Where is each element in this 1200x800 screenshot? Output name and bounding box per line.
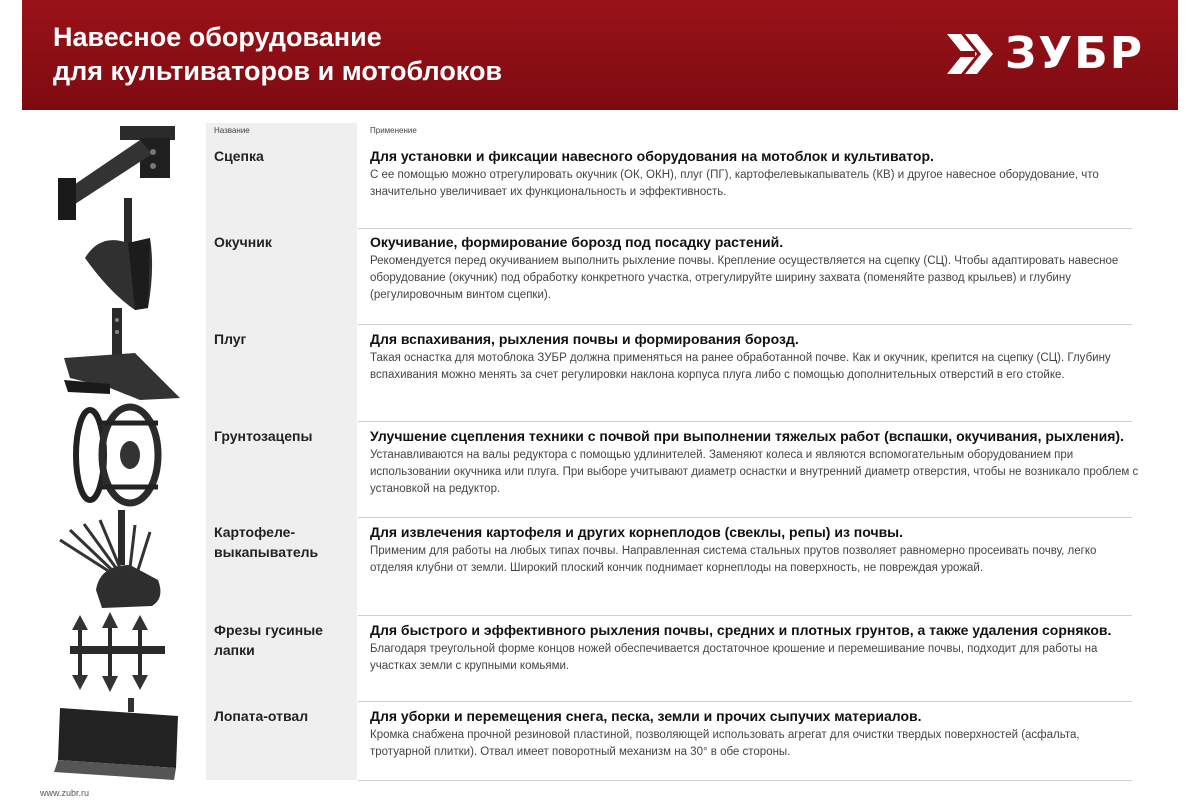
- column-header-use: Применение: [370, 126, 417, 135]
- arrows-logo-icon: [947, 34, 995, 74]
- hiller-icon: [40, 198, 190, 313]
- name-column-background: [206, 123, 357, 780]
- plough-icon: [40, 308, 190, 408]
- row-name: Лопата-отвал: [214, 708, 309, 724]
- row-description: Кромка снабжена прочной резиновой пластиной, позволяющей использовать агрегат для очистки твердых поверхностей (асфальта, тротуарной плитки). Отвал имеет поворотный механизм на 30° в обе стороны.: [370, 729, 1080, 758]
- row-description: Благодаря треугольной форме концов ножей обеспечивается достаточное крошение и перемешивание почвы, подходит для работы на участках земли с крупными комьями.: [370, 643, 1098, 672]
- row-divider: [358, 228, 1132, 229]
- row-lead: Для вспахивания, рыхления почвы и формирования борозд.: [370, 331, 799, 347]
- row-lead: Для быстрого и эффективного рыхления почвы, средних и плотных грунтов, а также удаления сорняков.: [370, 622, 1112, 638]
- row-description: Рекомендуется перед окучиванием выполнить рыхление почвы. Крепление осуществляется на сцепку (СЦ). Чтобы адаптировать навесное оборудование (окучник) под обработку конкретного участка, отрегулируйте ширину захвата (поменяйте развод крыльев) и глубину (регулировочным винтом сцепки).: [370, 255, 1119, 301]
- row-divider: [358, 701, 1132, 702]
- row-description: Такая оснастка для мотоблока ЗУБР должна применяться на ранее обработанной почве. Как и окучник, крепится на сцепку (СЦ). Глубину вспахивания можно менять за счет регулировки наклона корпуса плуга либо с помощью дополнительных отверстий в его стойке.: [370, 352, 1111, 381]
- title-line-1: Навесное оборудование: [53, 22, 382, 52]
- column-header-name: Название: [214, 126, 250, 135]
- row-description: Применим для работы на любых типах почвы. Направленная система стальных прутов позволяет равномерно просеивать почву, легко отделяя клубни от земли. Широкий плоский кончик поднимает корнеплоды на поверхность, не повреждая урожай.: [370, 545, 1097, 574]
- row-name: Грунтозацепы: [214, 428, 313, 444]
- row-lead: Окучивание, формирование борозд под посадку растений.: [370, 234, 784, 250]
- row-divider: [358, 615, 1132, 616]
- row-divider: [358, 421, 1132, 422]
- row-description: С ее помощью можно отрегулировать окучник (ОК, ОКН), плуг (ПГ), картофелевыкапыватель (КВ) и другое навесное оборудование, что значительно увеличивает их функциональность и эффективность.: [370, 169, 1099, 198]
- header-banner: [22, 0, 1178, 110]
- row-name: Фрезы гусиные лапки: [214, 622, 323, 658]
- row-lead: Для уборки и перемещения снега, песка, земли и прочих сыпучих материалов.: [370, 708, 922, 724]
- row-description: Устанавливаются на валы редуктора с помощью удлинителей. Заменяют колеса и являются вспомогательным оборудованием при использовании окучника или плуга. При выборе учитывают диаметр оснастки и внутренний диаметр отверстия, чтобы не возникало проблем с установкой на редуктор.: [370, 449, 1139, 495]
- row-lead: Для установки и фиксации навесного оборудования на мотоблок и культиватор.: [370, 148, 934, 164]
- row-lead: Для извлечения картофеля и других корнеплодов (свеклы, репы) из почвы.: [370, 524, 904, 540]
- lug-wheels-icon: [40, 403, 190, 508]
- brand-name: ЗУБР: [1005, 28, 1144, 79]
- page-title: [53, 20, 502, 88]
- row-lead: Улучшение сцепления техники с почвой при выполнении тяжелых работ (вспашки, окучивания, рыхления).: [370, 428, 1124, 444]
- row-name: Плуг: [214, 331, 247, 347]
- row-name: Сцепка: [214, 148, 264, 164]
- row-divider: [358, 324, 1132, 325]
- row-name: Картофеле-выкапыватель: [214, 524, 319, 560]
- potato-digger-icon: [40, 510, 190, 610]
- brand-logo: [947, 28, 1144, 79]
- row-divider: [358, 517, 1132, 518]
- row-name: Окучник: [214, 234, 272, 250]
- row-divider: [358, 780, 1132, 781]
- footer-url[interactable]: www.zubr.ru: [40, 788, 90, 798]
- tiller-blades-icon: [40, 610, 190, 695]
- title-line-2: для культиваторов и мотоблоков: [53, 56, 503, 86]
- snow-blade-icon: [40, 698, 190, 788]
